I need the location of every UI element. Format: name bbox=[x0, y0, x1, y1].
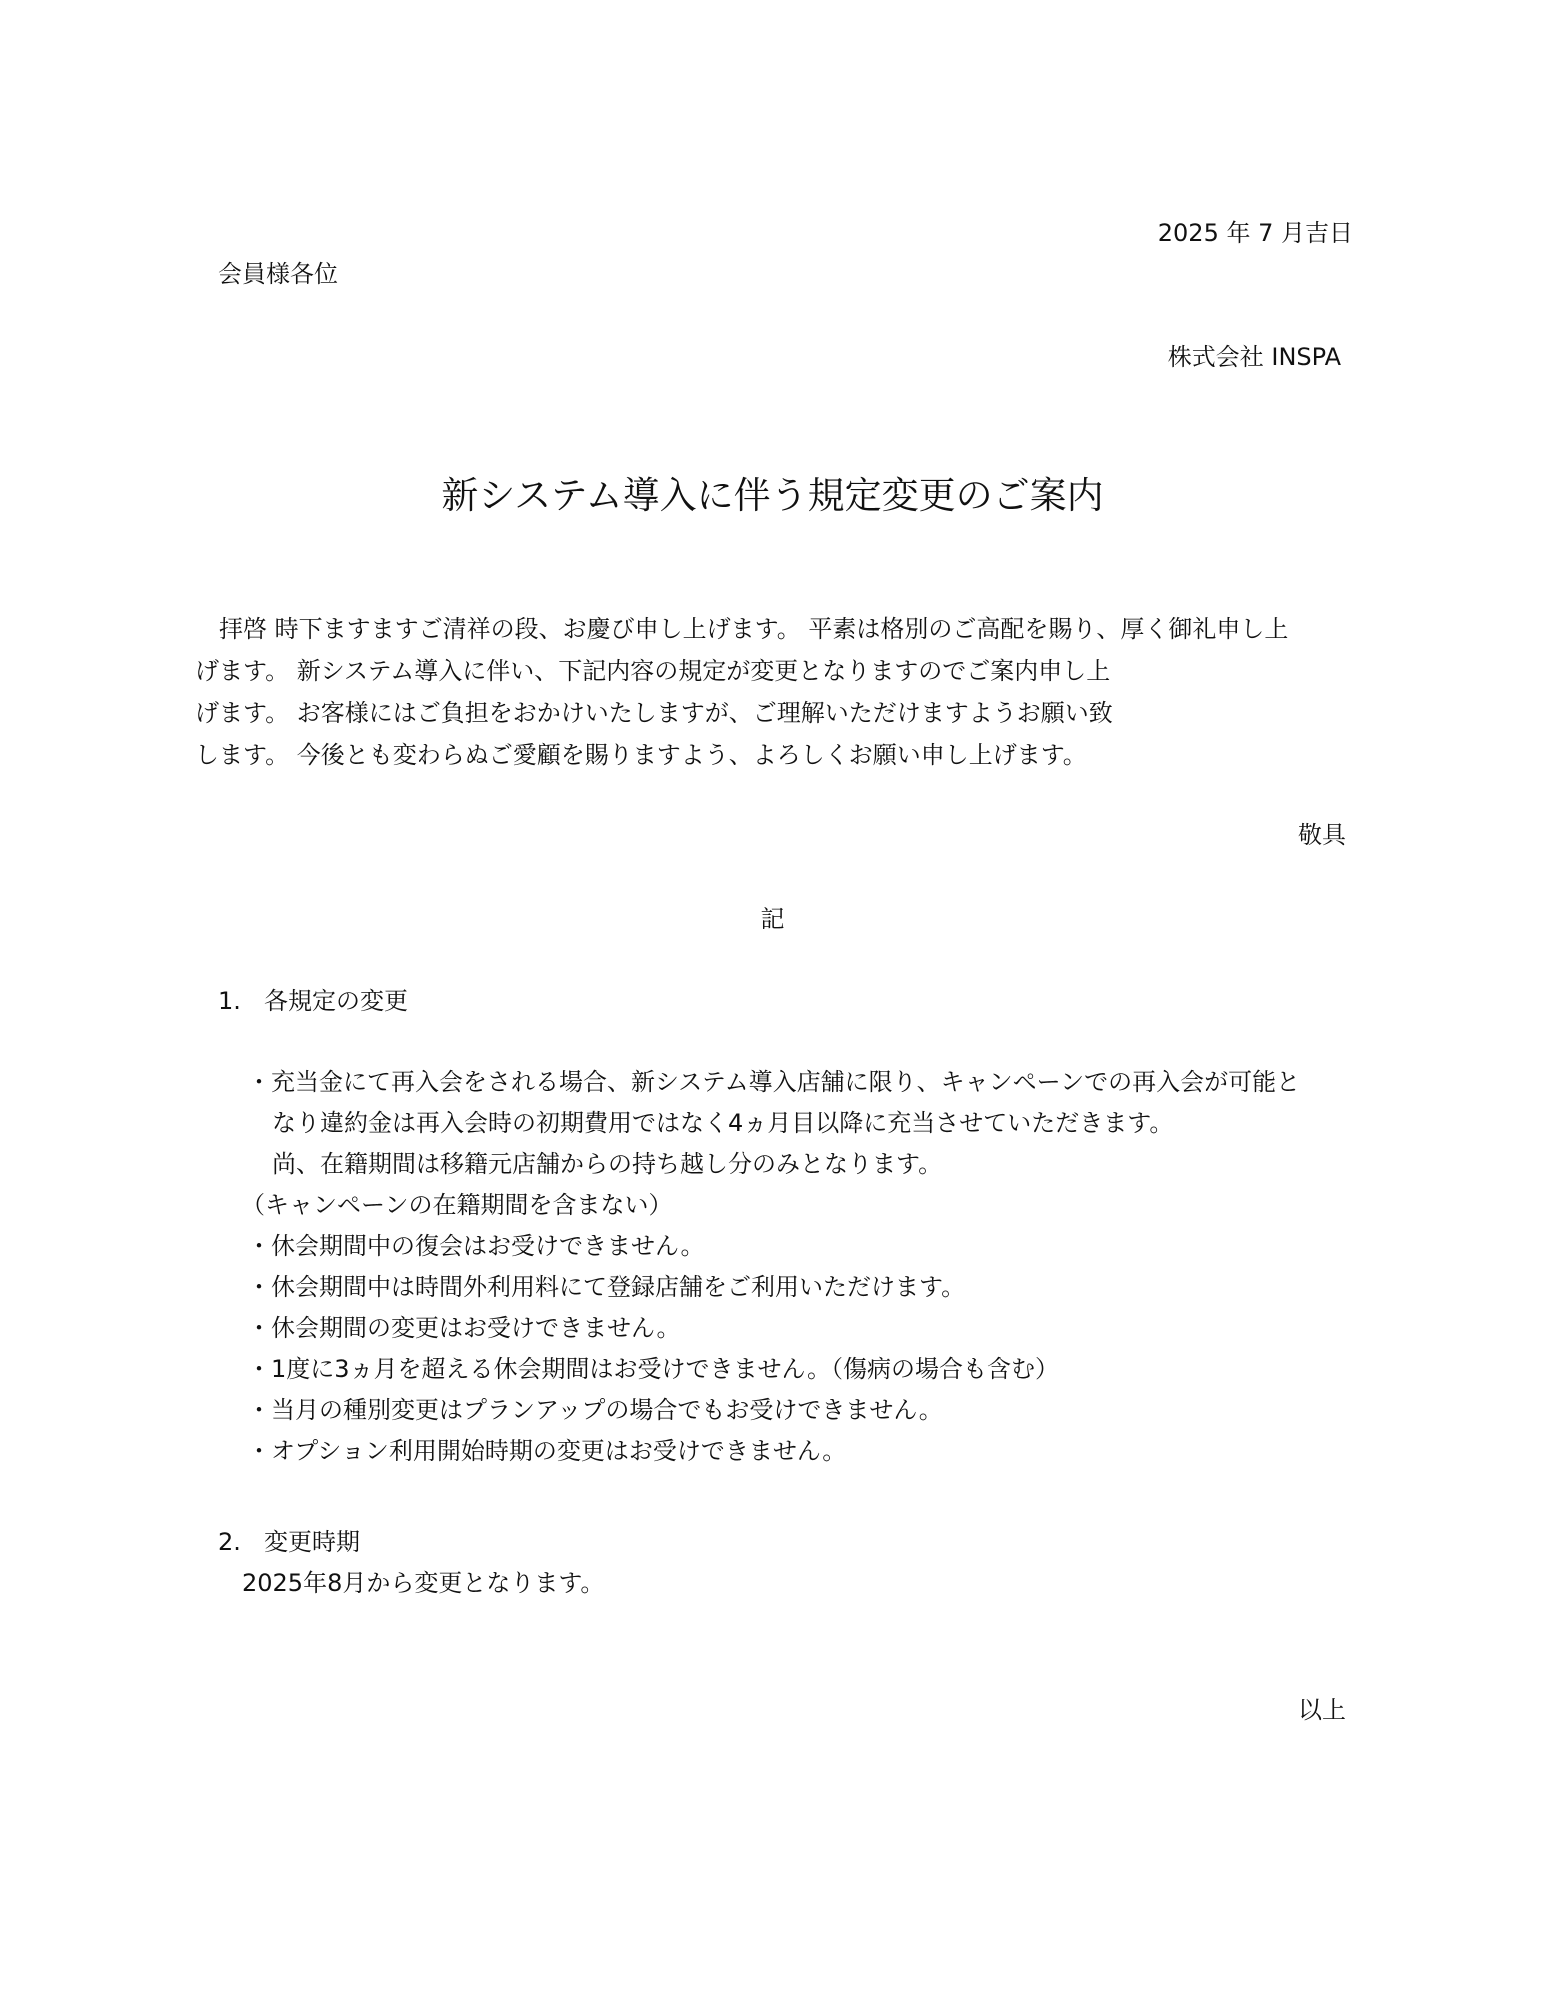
list-item-note: 尚、在籍期間は移籍元店舗からの持ち越し分のみとなります。 bbox=[272, 1150, 943, 1178]
section-2-body: 2025年8月から変更となります。 bbox=[242, 1569, 605, 1597]
list-item: ・休会期間の変更はお受けできません。 bbox=[247, 1314, 681, 1342]
section-heading: 各規定の変更 bbox=[264, 987, 408, 1015]
list-item-note: （キャンペーンの在籍期間を含まない） bbox=[241, 1191, 673, 1219]
list-item: ・充当金にて再入会をされる場合、新システム導入店舗に限り、キャンペーンでの再入会が可能と bbox=[247, 1068, 1301, 1096]
section-heading: 変更時期 bbox=[264, 1528, 360, 1556]
list-item: ・1度に3ヵ月を超える休会期間はお受けできません。（傷病の場合も含む） bbox=[247, 1355, 1059, 1383]
ki-heading: 記 bbox=[760, 905, 785, 933]
company-name: 株式会社 INSPA bbox=[1167, 343, 1341, 371]
document-title: 新システム導入に伴う規定変更のご案内 bbox=[441, 474, 1104, 517]
list-item-continuation: なり違約金は再入会時の初期費用ではなく4ヵ月目以降に充当させていただきます。 bbox=[272, 1109, 1174, 1137]
document-date: 2025 年 7 月吉日 bbox=[1157, 219, 1353, 247]
section-2-heading bbox=[218, 1522, 360, 1557]
list-item: ・当月の種別変更はプランアップの場合でもお受けできません。 bbox=[247, 1396, 943, 1424]
body-line: げます。 新システム導入に伴い、下記内容の規定が変更となりますのでご案内申し上 bbox=[195, 657, 1111, 685]
rule-change-list bbox=[241, 1062, 1301, 1472]
list-item: ・休会期間中の復会はお受けできません。 bbox=[247, 1232, 705, 1260]
section-number: 1. bbox=[218, 987, 241, 1015]
body-line: 拝啓 時下ますますご清祥の段、お慶び申し上げます。 平素は格別のご高配を賜り、厚く御礼申し上 bbox=[195, 615, 1289, 643]
body-line: げます。 お客様にはご負担をおかけいたしますが、ご理解いただけますようお願い致 bbox=[195, 699, 1113, 727]
greeting-paragraph bbox=[195, 608, 1355, 776]
section-number: 2. bbox=[218, 1528, 241, 1556]
recipient: 会員様各位 bbox=[218, 260, 338, 288]
closing-keigu: 敬具 bbox=[1298, 821, 1346, 849]
list-item: ・オプション利用開始時期の変更はお受けできません。 bbox=[247, 1437, 847, 1465]
body-line: します。 今後とも変わらぬご愛顧を賜りますよう、よろしくお願い申し上げます。 bbox=[195, 741, 1087, 769]
list-item: ・休会期間中は時間外利用料にて登録店舗をご利用いただけます。 bbox=[247, 1273, 966, 1301]
section-1-heading bbox=[218, 981, 408, 1016]
closing-ijou: 以上 bbox=[1298, 1696, 1346, 1724]
